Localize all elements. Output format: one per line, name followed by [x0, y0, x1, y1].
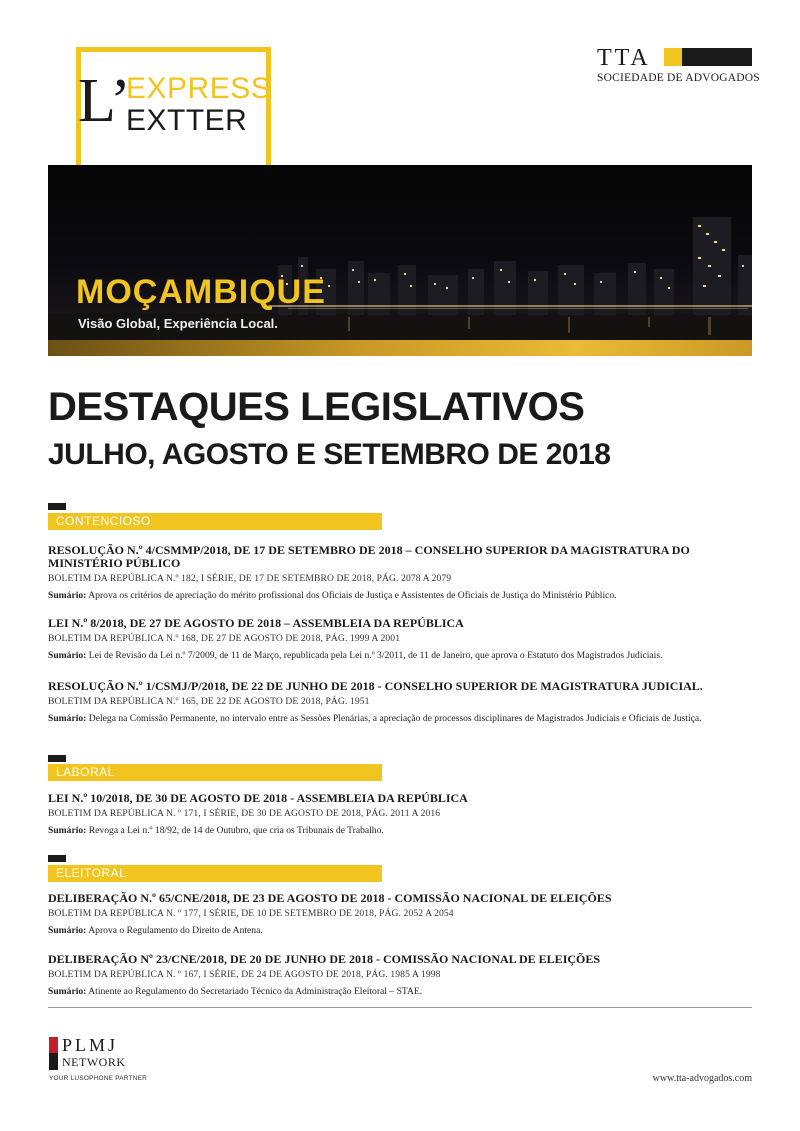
banner-gold-strip [48, 340, 752, 356]
entry-source: BOLETIM DA REPÚBLICA N.º 165, DE 22 DE AGOSTO DE 2018, PÁG. 1951 [48, 696, 370, 707]
entry-summary [48, 986, 752, 998]
summary-label: Sumário: [48, 650, 87, 661]
section-marker [48, 855, 66, 862]
section-label: LABORAL [56, 765, 115, 779]
summary-label: Sumário: [48, 713, 87, 724]
entry-title: LEI N.º 10/2018, DE 30 DE AGOSTO DE 2018 - ASSEMBLEIA DA REPÚBLICA [48, 791, 468, 805]
section-label: ELEITORAL [56, 866, 127, 880]
entry-source: BOLETIM DA REPÚBLICA N. º 167, I SÉRIE, DE 24 DE AGOSTO DE 2018, PÁG. 1985 A 1998 [48, 969, 441, 980]
city-skyline-image [48, 165, 752, 340]
section-label: CONTENCIOSO [56, 514, 151, 528]
entry-title: LEI N.º 8/2018, DE 27 DE AGOSTO DE 2018 – ASSEMBLEIA DA REPÚBLICA [48, 616, 464, 630]
entry-summary [48, 590, 752, 602]
entry-source: BOLETIM DA REPÚBLICA N.º 168, DE 27 DE AGOSTO DE 2018, PÁG. 1999 A 2001 [48, 633, 401, 644]
entry-title: RESOLUÇÃO N.º 4/CSMMP/2018, DE 17 DE SETEMBRO DE 2018 – CONSELHO SUPERIOR DA MAGISTRATURA DO MINISTÉRIO PÚBLICO [48, 543, 690, 570]
logo-line-express: EXPRESS [126, 72, 272, 105]
firm-logo-yellow-block [664, 48, 682, 66]
summary-label: Sumário: [48, 825, 87, 836]
entry-summary [48, 825, 752, 837]
banner-image [48, 165, 752, 340]
legislation-entry [48, 792, 752, 837]
legislation-entry [48, 892, 752, 937]
banner-subtitle: Visão Global, Experiência Local. [78, 316, 278, 331]
banner-title: MOÇAMBIQUE [76, 273, 326, 311]
summary-label: Sumário: [48, 925, 87, 936]
section-marker [48, 503, 66, 510]
entry-title: DELIBERAÇÃO Nº 23/CNE/2018, DE 20 DE JUNHO DE 2018 - COMISSÃO NACIONAL DE ELEIÇÕES [48, 952, 601, 966]
firm-logo-black-bar [682, 48, 752, 66]
summary-text: Lei de Revisão da Lei n.º 7/2009, de 11 de Março, republicada pela Lei n.º 3/2011, de 11 de Janeiro, que aprova o Estatuto dos Magistrados Judiciais. [88, 650, 663, 661]
summary-label: Sumário: [48, 590, 87, 601]
entry-summary [48, 713, 752, 725]
entry-summary [48, 650, 752, 662]
summary-text: Revoga a Lei n.º 18/92, de 14 de Outubro, que cria os Tribunais de Trabalho. [88, 825, 384, 836]
summary-text: Aprova os critérios de apreciação do mérito profissional dos Oficiais de Justiça e Assistentes de Oficiais de Justiça do Ministério Público. [88, 590, 617, 601]
network-tagline: YOUR LUSOPHONE PARTNER [49, 1075, 148, 1082]
firm-subtitle: SOCIEDADE DE ADVOGADOS [597, 72, 760, 84]
logo-line-exttter: EXTTER [126, 104, 248, 137]
entry-summary [48, 925, 752, 937]
section-marker [48, 755, 66, 762]
summary-text: Delega na Comissão Permanente, no intervalo entre as Sessões Plenárias, a apreciação de processos disciplinares de Magistrados Judiciais e Oficiais de Justiça. [88, 713, 702, 724]
network-name: PLMJ [62, 1035, 119, 1055]
footer-divider [48, 1007, 752, 1008]
entry-title: DELIBERAÇÃO N.º 65/CNE/2018, DE 23 DE AGOSTO DE 2018 - COMISSÃO NACIONAL DE ELEIÇÕES [48, 891, 612, 905]
network-sub: NETWORK [62, 1055, 126, 1069]
page-subtitle: JULHO, AGOSTO E SETEMBRO DE 2018 [48, 438, 611, 471]
summary-text: Aprova o Regulamento do Direito de Antena. [88, 925, 263, 936]
entry-source: BOLETIM DA REPÚBLICA N.º 182, I SÉRIE, DE 17 DE SETEMBRO DE 2018, PÁG. 2078 A 2079 [48, 573, 452, 584]
legislation-entry [48, 617, 752, 662]
summary-label: Sumário: [48, 986, 87, 997]
logo-letter: L’ [78, 67, 131, 135]
website-link[interactable]: www.tta-advogados.com [652, 1073, 752, 1084]
legislation-entry [48, 953, 752, 998]
entry-title: RESOLUÇÃO N.º 1/CSMJ/P/2018, DE 22 DE JUNHO DE 2018 - CONSELHO SUPERIOR DE MAGISTRATURA JUDICIAL. [48, 679, 703, 693]
entry-source: BOLETIM DA REPÚBLICA N. º 171, I SÉRIE, DE 30 DE AGOSTO DE 2018, PÁG. 2011 A 2016 [48, 808, 441, 819]
page-title: DESTAQUES LEGISLATIVOS [48, 385, 585, 429]
legislation-entry [48, 544, 752, 602]
plmj-logo-mark [49, 1037, 58, 1070]
legislation-entry [48, 680, 752, 725]
summary-text: Atinente ao Regulamento do Secretariado Técnico da Administração Eleitoral – STAE. [88, 986, 423, 997]
entry-source: BOLETIM DA REPÚBLICA N. º 177, I SÉRIE, DE 10 DE SETEMBRO DE 2018, PÁG. 2052 A 2054 [48, 908, 454, 919]
firm-name: TTA [597, 45, 651, 71]
